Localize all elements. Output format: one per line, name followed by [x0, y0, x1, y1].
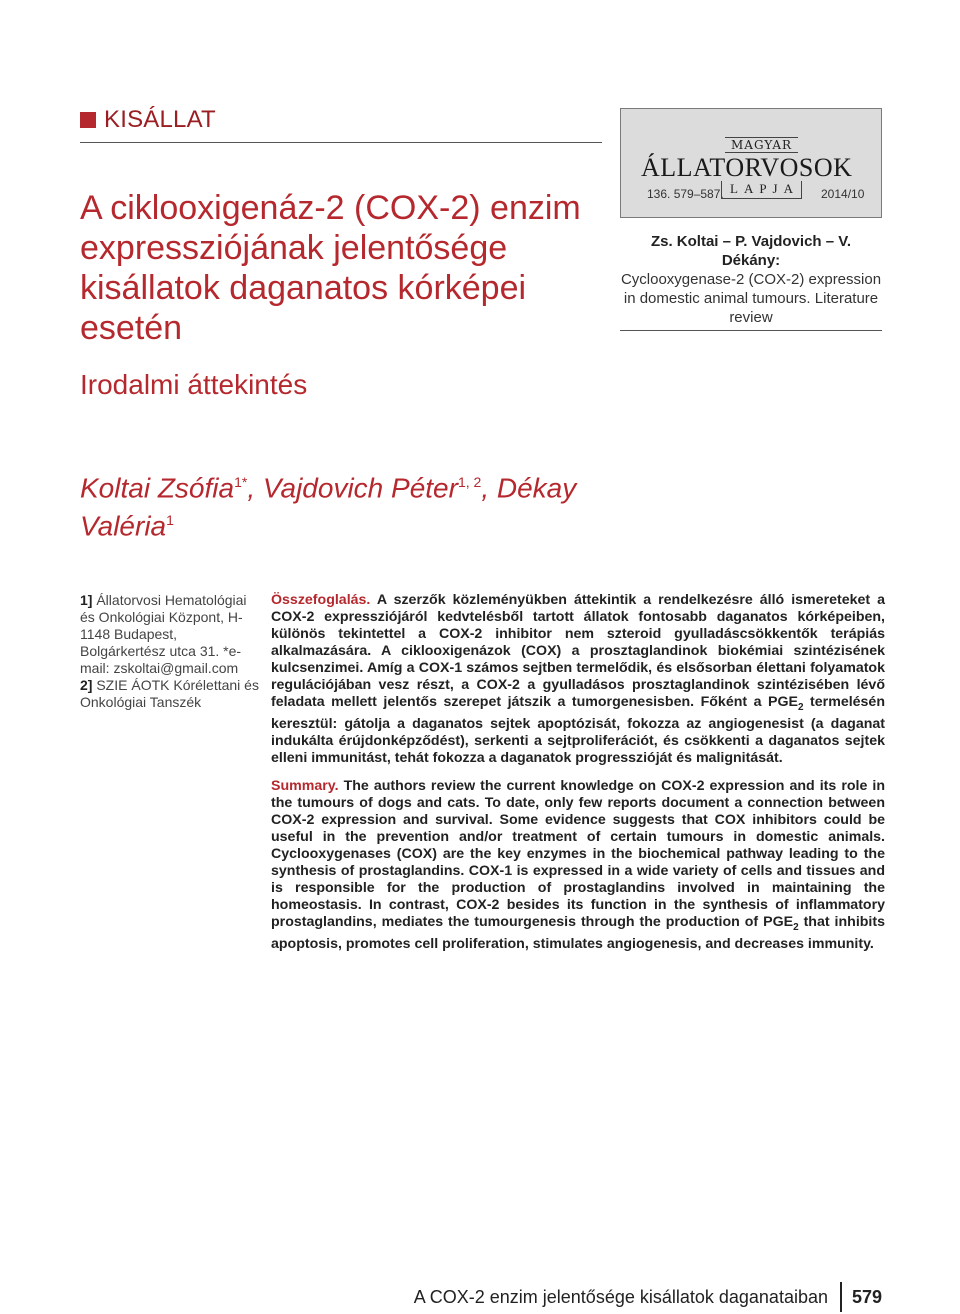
article-subtitle: Irodalmi áttekintés — [80, 369, 308, 400]
abstract-hu-text: A szerzők közleményükben áttekintik a rendelkezésre álló ismereteket a COX-2 expressziójáról kedvtelésből tartott állatok fontosabb daganatos kórképeiben, különös tekintettel a COX-2 inhibitor nem szteroid gyulladáscsökkentők terápiás alkalmazására. A ciklooxigenázok (COX) a prosztaglandinok biokémiai szintézisének kulcsenzimei. Amíg a COX-1 számos sejtben termelődik, és elsősorban élettani folyamatok regulációjában vesz részt, a COX-2 a gyulladásos prosztaglandinok szintézisében lévő feladata mellett jelentős szerepet játszik a tumorgenesisben. Főként a PGE — [271, 592, 885, 710]
journal-lapja: LAPJA — [721, 181, 802, 199]
author-affiliation-mark: 1, 2 — [457, 474, 482, 490]
section-label: KISÁLLAT — [104, 106, 216, 133]
abstract-en-text: The authors review the current knowledge on COX-2 expression and its role in the tumours of dogs and cats. To date, only few reports document a connection between COX-2 expression and survival. Some evidence suggests that COX inhibitors could be useful in the prevention and/or treatment of certain tumours in domestic animals. Cyclooxygenases (COX) are the key enzymes in the biochemical pathway leading to the synthesis of prostaglandins. COX-1 is expressed in a wide variety of cells and tissues and is responsible for the production of prostaglandins involved in maintaining the homeostasis. In contrast, COX-2 besides its function in the synthesis of inflammatory prostaglandins, mediates the tumourgenesis through the production of PGE — [271, 778, 885, 930]
affiliation-text: Állatorvosi Hematológiai és Onkológiai Központ, H-1148 Budapest, Bolgárkertész utca 31. *e-mail: zskoltai@gmail.com — [80, 592, 247, 676]
author-separator: , — [481, 472, 497, 504]
affiliation-number: 1] — [80, 592, 93, 608]
journal-masthead — [620, 108, 882, 218]
abstract-english — [271, 778, 885, 953]
author-name: Vajdovich Péter — [262, 472, 458, 504]
author-name: Dékay Valéria — [80, 472, 577, 542]
abstract-en-subscript: 2 — [793, 921, 799, 933]
author-separator: , — [247, 472, 263, 504]
section-divider — [80, 142, 602, 143]
english-reference — [620, 232, 882, 327]
running-title: A COX-2 enzim jelentősége kisállatok daganataiban — [413, 1287, 828, 1307]
abstract-hungarian — [271, 592, 885, 767]
english-title: Cyclooxygenase-2 (COX-2) expression in domestic animal tumours. Literature review — [620, 271, 882, 326]
journal-magyar: MAGYAR — [725, 137, 798, 153]
page-number: 579 — [852, 1287, 883, 1307]
section-tag — [80, 106, 216, 134]
affiliation-item — [80, 677, 260, 711]
section-square-icon — [80, 112, 96, 128]
footer-divider — [840, 1282, 842, 1312]
author-affiliation-mark: 1 — [166, 512, 174, 529]
author-name: Koltai Zsófia — [80, 472, 235, 504]
abstract-hu-label: Összefoglalás. — [271, 592, 371, 608]
journal-volume: 136. 579–587. — [647, 187, 724, 201]
abstract-en-text-cont: that inhibits apoptosis, promotes cell proliferation, stimulates angiogenesis, and decreases immunity. — [271, 914, 885, 952]
abstract-hu-subscript: 2 — [797, 701, 804, 713]
english-authors: Zs. Koltai – P. Vajdovich – V. Dékány: — [650, 233, 852, 269]
affiliation-item — [80, 592, 260, 677]
abstract-en-label: Summary. — [271, 778, 339, 794]
affiliations — [80, 592, 260, 711]
article-title: A ciklooxigenáz-2 (COX-2) enzim expressziójának jelentősége kisállatok daganatos kórképei esetén — [80, 189, 581, 347]
reference-divider — [620, 330, 882, 331]
affiliation-text: SZIE ÁOTK Kórélettani és Onkológiai Tanszék — [80, 677, 259, 710]
journal-issue: 2014/10 — [821, 187, 865, 201]
journal-name: ÁLLATORVOSOK — [641, 153, 853, 182]
abstract-hu-text-cont: termelésén keresztül: gátolja a daganatos sejtek apoptózisát, fokozza az angiogenesist (a daganat indukálta érújdonképződést), serkenti a sejtproliferációt, és csökkenti a daganatos sejtek elleni immunitást, tehát fokozza a daganatok progresszióját és malignitását. — [271, 694, 885, 766]
affiliation-number: 2] — [80, 677, 93, 693]
author-affiliation-mark: 1* — [234, 474, 248, 490]
author-list — [80, 466, 600, 543]
